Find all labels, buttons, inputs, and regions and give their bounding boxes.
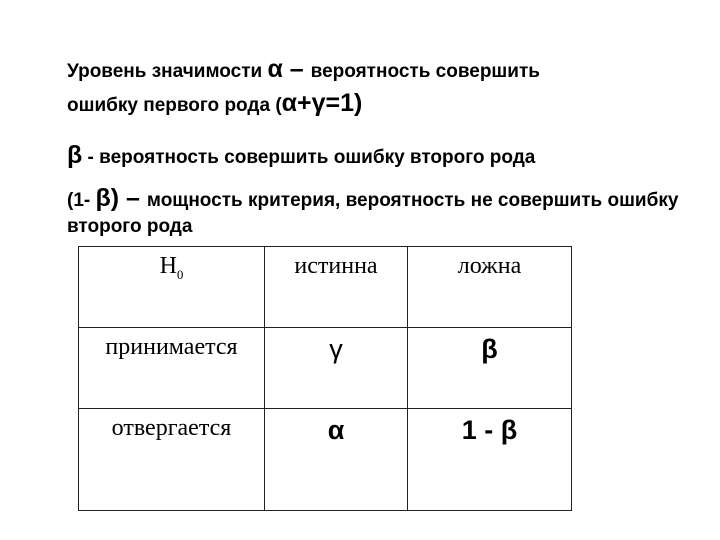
- row-rejected-label: отвергается: [79, 409, 265, 511]
- decision-table: [78, 246, 572, 511]
- beta-text: - вероятность совершить ошибку второго рода: [82, 147, 536, 168]
- alpha-definition: [67, 55, 687, 120]
- alpha-gamma-formula: α+γ=1): [281, 89, 363, 117]
- header-hypothesis-sub: 0: [176, 266, 184, 282]
- alpha-symbol: α –: [267, 55, 311, 83]
- power-definition: [67, 185, 687, 240]
- header-false: ложна: [408, 247, 572, 328]
- beta-symbol: β: [67, 141, 83, 169]
- cell-one-minus-beta: 1 - β: [408, 409, 572, 511]
- alpha-text-a: Уровень значимости: [67, 61, 268, 82]
- table-row: [79, 328, 572, 409]
- power-open: (1-: [67, 190, 96, 211]
- alpha-text-c: ошибку первого рода (: [67, 95, 282, 116]
- cell-alpha: α: [265, 409, 408, 511]
- table-row: [79, 409, 572, 511]
- cell-beta: β: [408, 328, 572, 409]
- power-text: мощность критерия, вероятность не совершить ошибку второго рода: [67, 190, 679, 237]
- header-hypothesis: H: [159, 253, 177, 279]
- alpha-line-2: [67, 89, 687, 120]
- header-true: истинна: [265, 247, 408, 328]
- cell-gamma: γ: [265, 328, 408, 409]
- header-hypothesis-cell: [79, 247, 265, 328]
- table-header-row: [79, 247, 572, 328]
- beta-definition: [67, 141, 535, 172]
- alpha-text-b: вероятность совершить: [310, 61, 540, 82]
- row-accepted-label: принимается: [79, 328, 265, 409]
- power-beta-symbol: β) –: [95, 184, 147, 212]
